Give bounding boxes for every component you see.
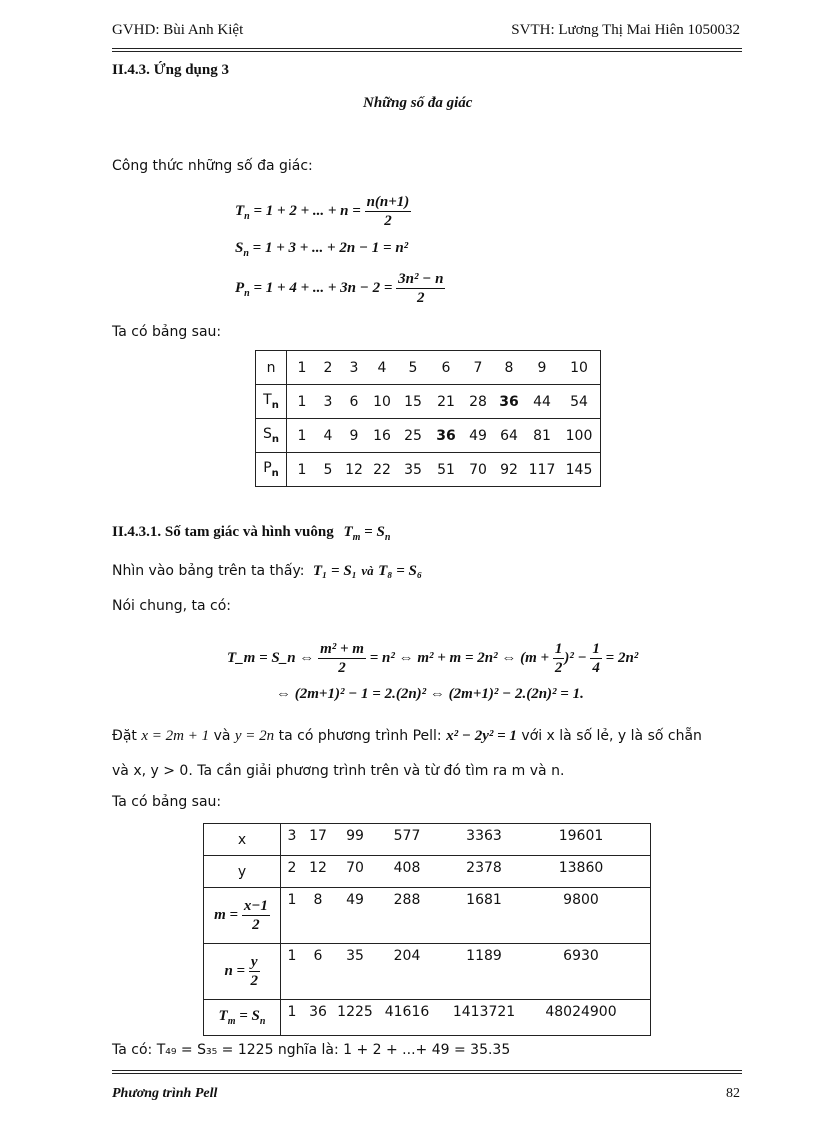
table-cell: 54 <box>570 393 588 410</box>
table-cell: 70 <box>346 860 364 876</box>
table1-intro: Ta có bảng sau: <box>112 324 222 340</box>
table-cell: 3363 <box>466 828 502 844</box>
table-row <box>256 453 601 487</box>
equation-2: ⇔ (2m+1)² − 1 = 2.(2n)² ⇔ (2m+1)² − 2.(2n)² = 1. <box>276 686 584 702</box>
table-cell: 4 <box>323 427 333 444</box>
table2-intro: Ta có bảng sau: <box>112 794 222 810</box>
table-cell: 19601 <box>558 828 604 844</box>
table-cell: 1189 <box>466 948 502 964</box>
table-cell: 1 <box>297 461 307 478</box>
table-cell: 2378 <box>466 860 502 876</box>
table-cell: 1681 <box>466 892 502 908</box>
table-cell: 6930 <box>563 948 599 964</box>
table-cell: 6 <box>313 948 323 964</box>
table-cell: 36 <box>309 1004 327 1020</box>
table-cell: 5 <box>323 461 333 478</box>
formula-pentagonal: $P_n = 1 + 4$ + ... + 3n − 2 = $\frac{\text{3n² − n}}{2}$ <box>235 271 444 306</box>
formula-triangular: $T_n = 1 + 2$ + ... + n = $\frac{n(n+1)}{2}$ <box>235 194 410 229</box>
row-label-n: n = $\frac{y}{2}$ <box>204 944 281 1000</box>
general-line: Nói chung, ta có: <box>112 598 231 614</box>
row-label-tm-sn: $T_m = S_n$ <box>204 1000 281 1036</box>
equation-1: T_m = S_n ⇔ $\frac{\text{m² + m}}{2}$ = n² ⇔ m² + m = 2n² ⇔ (m + $\frac{1}{2}$ )² − $\frac{1}{4}$ = 2n² <box>227 641 639 676</box>
table-cell: 1 <box>297 427 307 444</box>
table-cell: 4 <box>377 359 387 376</box>
table-cell: 41616 <box>384 1004 430 1020</box>
table-cell: 44 <box>533 393 551 410</box>
table-cell: 36 <box>499 393 519 410</box>
footer-rule-2 <box>112 1073 742 1074</box>
table-cell: 64 <box>500 427 518 444</box>
table-cell: 8 <box>313 892 323 908</box>
table-cell: 49 <box>346 892 364 908</box>
table-cell: 35 <box>404 461 422 478</box>
table-cell: 81 <box>533 427 551 444</box>
table-cell: 21 <box>437 393 455 410</box>
table-cell: 1 <box>297 393 307 410</box>
table-row <box>256 419 601 453</box>
table-cell: 1 <box>287 1004 297 1020</box>
table-cell: 9 <box>349 427 359 444</box>
polygonal-numbers-table <box>255 350 601 487</box>
table-cell: 12 <box>345 461 363 478</box>
table-cell: 3 <box>349 359 359 376</box>
conclusion-line: Ta có: T₄₉ = S₃₅ = 1225 nghĩa là: 1 + 2 + ...+ 49 = 35.35 <box>112 1042 511 1058</box>
table-cell: 1 <box>297 359 307 376</box>
footer-title: Phương trình Pell <box>112 1086 218 1101</box>
table-cell: 16 <box>373 427 391 444</box>
table-cell: 6 <box>441 359 451 376</box>
table-cell: 3 <box>323 393 333 410</box>
table-cell: 6 <box>349 393 359 410</box>
row-label: $T_n$ <box>256 385 287 419</box>
row-label: y <box>204 856 281 888</box>
table-cell: 13860 <box>558 860 604 876</box>
table-cell: 35 <box>346 948 364 964</box>
footer-rule-1 <box>112 1070 742 1071</box>
table-cell: 3 <box>287 828 297 844</box>
row-label-m: m = $\frac{x-1}{2}$ <box>204 888 281 944</box>
table-cell: 48024900 <box>545 1004 617 1020</box>
table-cell: 2 <box>323 359 333 376</box>
table-cell: 49 <box>469 427 487 444</box>
table-row <box>256 385 601 419</box>
table-cell: 10 <box>373 393 391 410</box>
table-cell: 25 <box>404 427 422 444</box>
table-cell: 5 <box>408 359 418 376</box>
table-cell: 9 <box>537 359 547 376</box>
table-row <box>204 1000 651 1036</box>
table-cell: 28 <box>469 393 487 410</box>
table-cell: 36 <box>436 427 456 444</box>
table-cell: 9800 <box>563 892 599 908</box>
table-cell: 204 <box>393 948 421 964</box>
table-cell: 1 <box>287 948 297 964</box>
table-cell: 408 <box>393 860 421 876</box>
formula-square: $S_n = 1 + 3$ + ... + 2n − 1 = n² <box>235 240 409 259</box>
table-cell: 99 <box>346 828 364 844</box>
table-cell: 92 <box>500 461 518 478</box>
observation-line: Nhìn vào bảng trên ta thấy: T₁ = S₁ và T₈ = S₆ <box>112 563 423 579</box>
table-cell: 15 <box>404 393 422 410</box>
table-cell: 288 <box>393 892 421 908</box>
table-cell: 1413721 <box>452 1004 516 1020</box>
table-cell: 100 <box>565 427 593 444</box>
subsection-heading: II.4.3.1. Số tam giác và hình vuông $T_m = S_n$ <box>112 524 391 543</box>
table-cell: 22 <box>373 461 391 478</box>
table-cell: 8 <box>504 359 514 376</box>
table-cell: 12 <box>309 860 327 876</box>
table-cell: 145 <box>565 461 593 478</box>
section-heading: II.4.3. Ứng dụng 3 <box>112 62 229 78</box>
header-left: GVHD: Bùi Anh Kiệt <box>112 22 244 38</box>
table-cell: 7 <box>473 359 483 376</box>
table-row <box>204 824 651 856</box>
pell-line-1: Đặt x = 2m + 1 và y = 2n ta có phương trình Pell: x² − 2y² = 1 với x là số lẻ, y là số chẵn <box>112 728 702 744</box>
table-cell: 117 <box>528 461 556 478</box>
table-cell: 577 <box>393 828 421 844</box>
section-subtitle: Những số đa giác <box>363 95 473 111</box>
table-cell: 1225 <box>337 1004 373 1020</box>
row-label: n <box>256 351 287 385</box>
header-rule-1 <box>112 48 742 49</box>
table-cell: 70 <box>469 461 487 478</box>
table-row <box>204 944 651 1000</box>
row-label: $P_n$ <box>256 453 287 487</box>
table-row <box>204 856 651 888</box>
row-label: x <box>204 824 281 856</box>
table-cell: 51 <box>437 461 455 478</box>
page-number: 82 <box>726 1086 740 1101</box>
table-cell: 17 <box>309 828 327 844</box>
header-rule-2 <box>112 51 742 52</box>
table-cell: 2 <box>287 860 297 876</box>
pell-line-2: và x, y > 0. Ta cần giải phương trình trên và từ đó tìm ra m và n. <box>112 763 565 779</box>
table-row <box>204 888 651 944</box>
formula-intro: Công thức những số đa giác: <box>112 158 313 174</box>
table-cell: 1 <box>287 892 297 908</box>
row-label: $S_n$ <box>256 419 287 453</box>
header-right: SVTH: Lương Thị Mai Hiên 1050032 <box>511 22 740 38</box>
pell-solutions-table <box>203 823 651 1036</box>
table-row <box>256 351 601 385</box>
table-cell: 10 <box>570 359 588 376</box>
